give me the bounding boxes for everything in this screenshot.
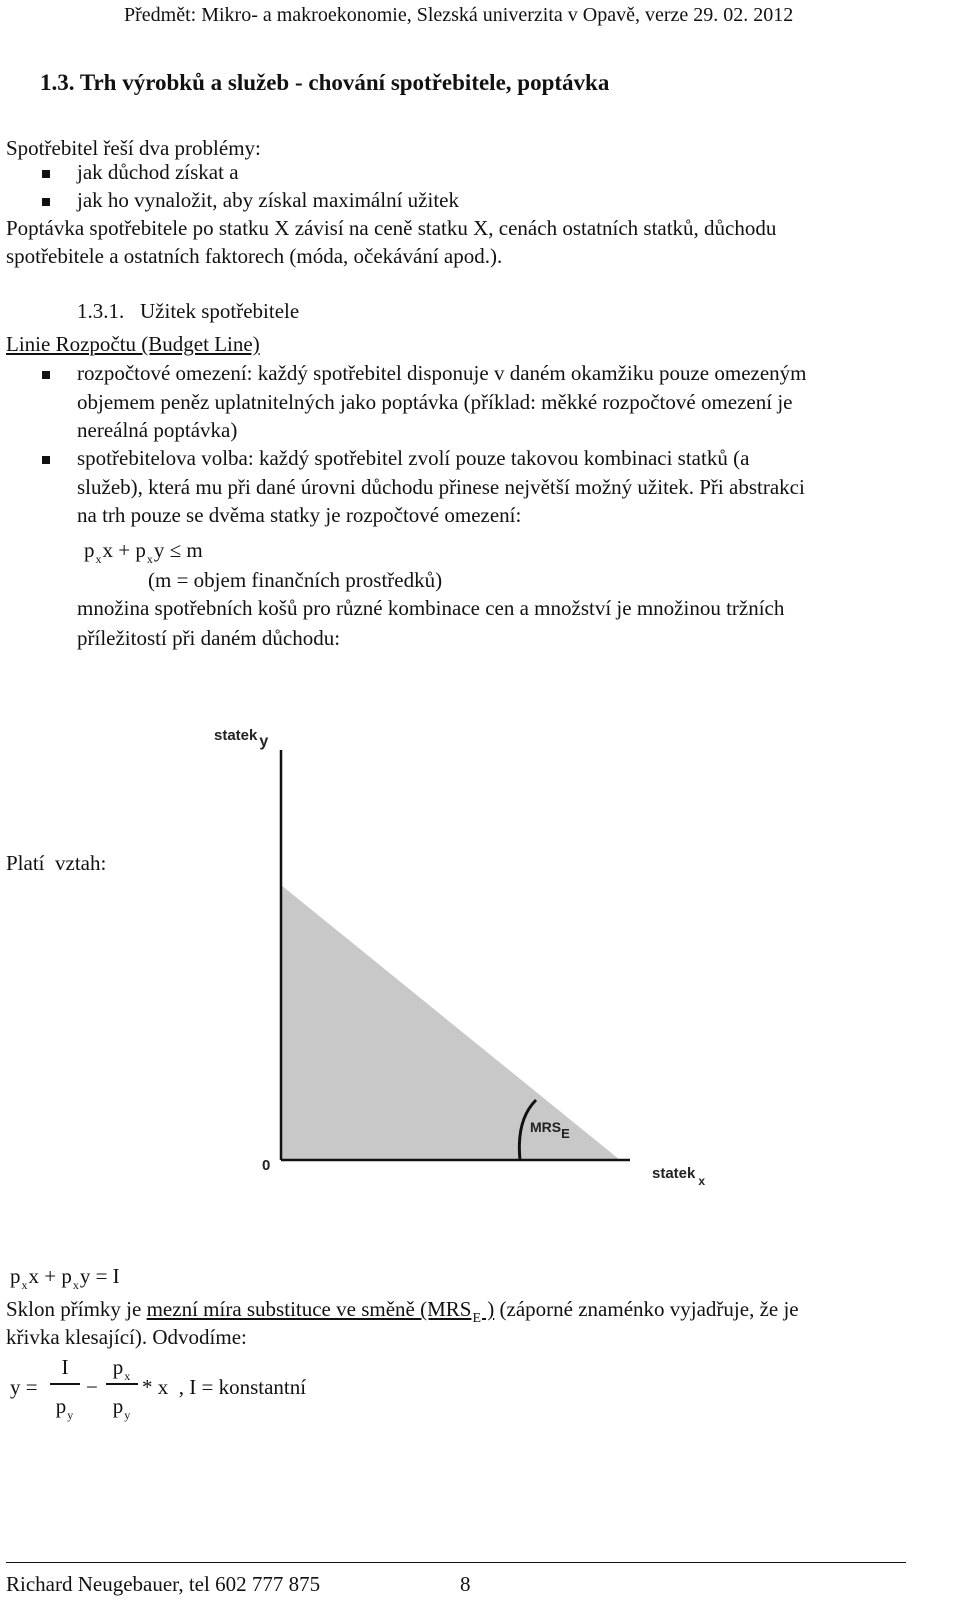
minus-sign: − bbox=[86, 1375, 98, 1399]
bullet-square-icon bbox=[42, 371, 50, 379]
fraction-2-bar bbox=[106, 1383, 138, 1385]
mrs-label: MRSE bbox=[530, 1119, 570, 1141]
formula-lhs: y = bbox=[10, 1375, 38, 1399]
bullet-square-icon bbox=[42, 170, 50, 178]
fraction-1-bar bbox=[50, 1383, 80, 1385]
set-line-2: příležitostí při daném důchodu: bbox=[77, 626, 341, 650]
intro-bullet-1: jak důchod získat a bbox=[77, 160, 239, 184]
slope-line-2: křivka klesající). Odvodíme: bbox=[6, 1325, 247, 1349]
formula-tail: * x , I = konstantní bbox=[142, 1375, 307, 1399]
budget-line-heading: Linie Rozpočtu (Budget Line) bbox=[6, 332, 260, 356]
subsection-title: 1.3.1. Užitek spotřebitele bbox=[77, 299, 300, 323]
page-header: Předmět: Mikro- a makroekonomie, Slezská univerzita v Opavě, verze 29. 02. 2012 bbox=[124, 4, 794, 26]
budget-bullet-1-line-3: nereálná poptávka) bbox=[77, 418, 238, 442]
formula-note: (m = objem finančních prostředků) bbox=[148, 568, 443, 592]
origin-label: 0 bbox=[262, 1157, 271, 1174]
footer-rule bbox=[6, 1562, 906, 1563]
budget-bullet-1-line-2: objemem peněz uplatnitelných jako poptávka (příklad: měkké rozpočtové omezení je bbox=[77, 390, 793, 414]
budget-bullet-2-line-2: služeb), která mu při dané úrovni důchodu přinese největší možný užitek. Při abstrakci bbox=[77, 475, 805, 499]
budget-bullet-2-line-3: na trh pouze se dvěma statky je rozpočtové omezení: bbox=[77, 503, 522, 527]
set-line-1: množina spotřebních košů pro různé kombinace cen a množství je množinou tržních bbox=[77, 596, 785, 620]
bullet-square-icon bbox=[42, 198, 50, 206]
section-title: 1.3. Trh výrobků a služeb - chování spotřebitele, poptávka bbox=[40, 70, 610, 95]
bullet-square-icon bbox=[42, 456, 50, 464]
budget-line-diagram bbox=[200, 710, 740, 1210]
slope-line-1: Sklon přímky je mezní míra substituce ve směně ($MRS_E$ ) (záporné znaménko vyjadřuje, že je bbox=[6, 1297, 799, 1326]
y-axis-label: statek y bbox=[214, 727, 269, 750]
budget-set-area bbox=[281, 885, 620, 1160]
page-number: 8 bbox=[460, 1572, 471, 1596]
budget-line-equation: $p_xx + p_xy = I$ bbox=[10, 1264, 120, 1292]
plati-vztah-label: Platí vztah: bbox=[6, 851, 107, 875]
intro-paragraph-line-2: spotřebitele a ostatních faktorech (móda, očekávání apod.). bbox=[6, 244, 503, 268]
fraction-2-numerator: $p_x$ bbox=[112, 1355, 131, 1383]
budget-constraint-formula: $p_xx + p_xy \le m$ bbox=[84, 538, 203, 566]
fraction-1-denominator: $p_y$ bbox=[55, 1394, 74, 1422]
intro-line: Spotřebitel řeší dva problémy: bbox=[6, 136, 261, 160]
mrs-term: mezní míra substituce ve směně ($MRS_E$ ) bbox=[146, 1297, 495, 1326]
budget-bullet-1-line-1: rozpočtové omezení: každý spotřebitel disponuje v daném okamžiku pouze omezeným bbox=[77, 361, 807, 385]
intro-paragraph-line-1: Poptávka spotřebitele po statku X závisí na ceně statku X, cenách ostatních statků, důchodu bbox=[6, 216, 777, 240]
intro-bullet-2: jak ho vynaložit, aby získal maximální užitek bbox=[77, 188, 459, 212]
budget-bullet-2-line-1: spotřebitelova volba: každý spotřebitel zvolí pouze takovou kombinaci statků (a bbox=[77, 446, 750, 470]
fraction-2-denominator: $p_y$ bbox=[112, 1394, 131, 1422]
fraction-1-numerator: I bbox=[61, 1355, 69, 1379]
x-axis-label: statek $_x$ bbox=[652, 1165, 706, 1188]
footer-author: Richard Neugebauer, tel 602 777 875 bbox=[6, 1572, 321, 1596]
